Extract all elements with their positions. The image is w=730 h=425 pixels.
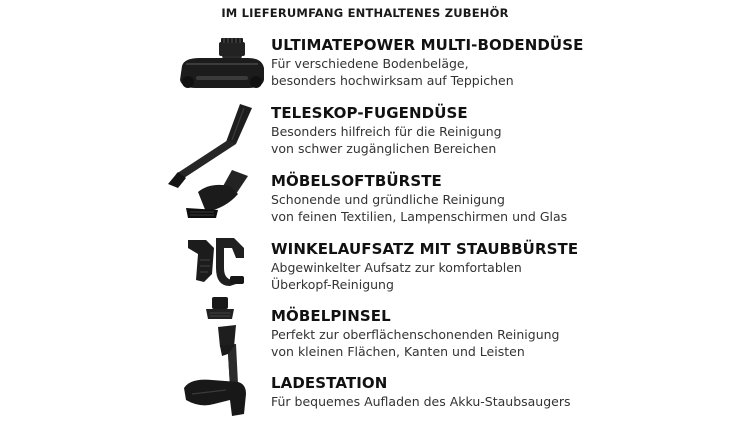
accessory-item-charging-station xyxy=(0,374,730,419)
accessory-description-line: von schwer zugänglichen Bereichen xyxy=(271,141,497,156)
accessory-name: MÖBELPINSEL xyxy=(271,307,391,325)
accessory-description-line: Für bequemes Aufladen des Akku-Staubsaugers xyxy=(271,394,571,409)
accessory-item-soft-brush xyxy=(0,172,730,222)
furniture-brush-icon xyxy=(0,307,271,347)
accessory-name: TELESKOP-FUGENDÜSE xyxy=(271,104,468,122)
page-title: IM LIEFERUMFANG ENTHALTENES ZUBEHÖR xyxy=(221,6,509,20)
accessory-name: LADESTATION xyxy=(271,374,388,392)
accessory-name: WINKELAUFSATZ MIT STAUBBÜRSTE xyxy=(271,240,579,258)
angle-adapter-icon xyxy=(0,240,271,290)
accessory-item-floor-nozzle xyxy=(0,36,730,96)
floor-nozzle-icon xyxy=(0,36,271,96)
accessory-name: ULTIMATEPOWER MULTI-BODENDÜSE xyxy=(271,36,584,54)
accessory-description-line: Schonende und gründliche Reinigung xyxy=(271,192,505,207)
accessory-description-line: Überkopf-Reinigung xyxy=(271,277,394,292)
accessory-description-line: von feinen Textilien, Lampenschirmen und Glas xyxy=(271,209,568,224)
accessory-description-line: Abgewinkelter Aufsatz zur komfortablen xyxy=(271,260,522,275)
accessory-description-line: von kleinen Flächen, Kanten und Leisten xyxy=(271,344,525,359)
accessory-description-line: Für verschiedene Bodenbeläge, xyxy=(271,56,469,71)
accessory-description-line: Perfekt zur oberflächenschonenden Reinigung xyxy=(271,327,560,342)
accessory-item-furniture-brush xyxy=(0,307,730,359)
soft-brush-icon xyxy=(0,172,271,222)
accessory-description-line: Besonders hilfreich für die Reinigung xyxy=(271,124,502,139)
accessory-name: MÖBELSOFTBÜRSTE xyxy=(271,172,442,190)
accessory-item-angle-adapter xyxy=(0,240,730,290)
charging-station-icon xyxy=(0,374,271,419)
accessory-description-line: besonders hochwirksam auf Teppichen xyxy=(271,73,514,88)
